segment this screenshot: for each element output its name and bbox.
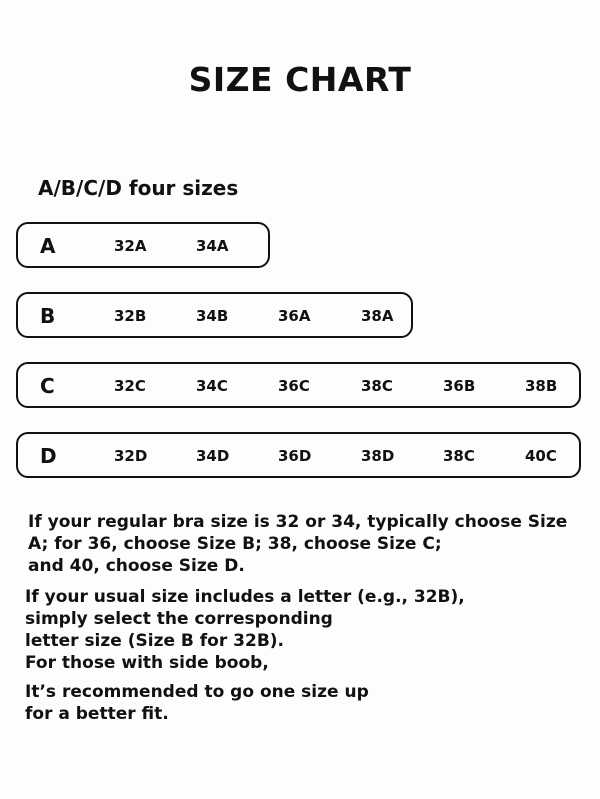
note-paragraph bbox=[28, 511, 567, 577]
size-value: 34B bbox=[196, 307, 229, 325]
subtitle: A/B/C/D four sizes bbox=[38, 176, 239, 200]
size-row-d bbox=[16, 432, 581, 478]
note-line: It’s recommended to go one size up bbox=[25, 682, 369, 702]
note-line: for a better fit. bbox=[25, 704, 169, 724]
note-line: letter size (Size B for 32B). bbox=[25, 631, 285, 651]
note-line: If your usual size includes a letter (e.g., 32B), bbox=[25, 587, 465, 607]
size-value: 36D bbox=[278, 447, 312, 465]
size-letter: A bbox=[40, 234, 56, 258]
size-value: 36C bbox=[278, 377, 310, 395]
size-value: 34D bbox=[196, 447, 230, 465]
size-value: 38A bbox=[361, 307, 394, 325]
note-line: simply select the corresponding bbox=[25, 609, 333, 629]
note-paragraph bbox=[25, 586, 465, 674]
size-value: 36B bbox=[443, 377, 476, 395]
size-row-b bbox=[16, 292, 413, 338]
size-value: 32D bbox=[114, 447, 148, 465]
size-letter: D bbox=[40, 444, 57, 468]
note-paragraph bbox=[25, 681, 369, 725]
size-value: 38C bbox=[443, 447, 475, 465]
size-value: 32B bbox=[114, 307, 147, 325]
size-value: 34A bbox=[196, 237, 229, 255]
page-title: SIZE CHART bbox=[188, 60, 412, 99]
note-line: If your regular bra size is 32 or 34, typically choose Size bbox=[28, 512, 568, 532]
size-letter: B bbox=[40, 304, 56, 328]
size-value: 34C bbox=[196, 377, 228, 395]
size-row-a bbox=[16, 222, 270, 268]
note-line: For those with side boob, bbox=[25, 653, 269, 673]
size-row-c bbox=[16, 362, 581, 408]
size-value: 32C bbox=[114, 377, 146, 395]
size-letter: C bbox=[40, 374, 55, 398]
size-value: 40C bbox=[525, 447, 557, 465]
size-value: 38C bbox=[361, 377, 393, 395]
size-value: 32A bbox=[114, 237, 147, 255]
note-line: A; for 36, choose Size B; 38, choose Size C; bbox=[28, 534, 442, 554]
note-line: and 40, choose Size D. bbox=[28, 556, 245, 576]
size-value: 38D bbox=[361, 447, 395, 465]
size-value: 36A bbox=[278, 307, 311, 325]
size-value: 38B bbox=[525, 377, 558, 395]
